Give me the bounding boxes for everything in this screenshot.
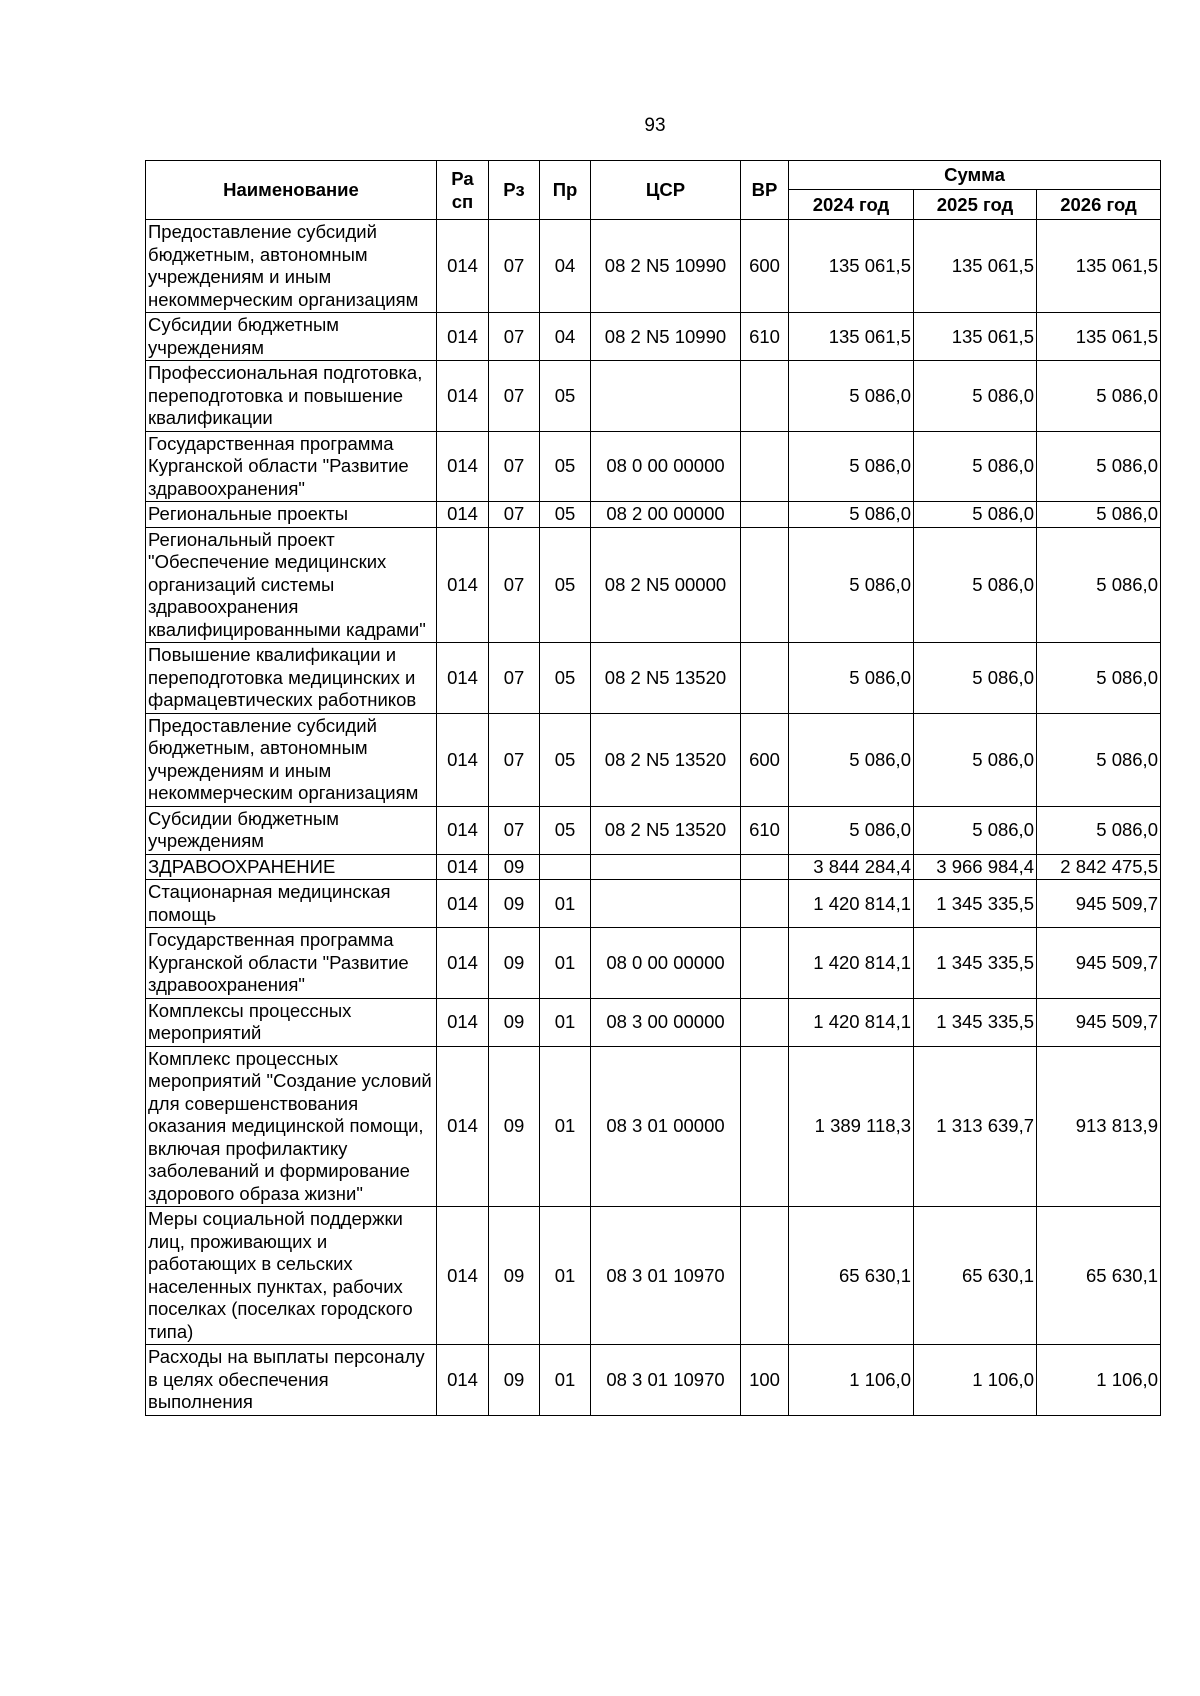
header-sum: Сумма xyxy=(789,161,1161,190)
row-name: Меры социальной поддержки лиц, проживающих и работающих в сельских населенных пунктах, рабочих поселках (поселках городского типа) xyxy=(146,1207,437,1345)
table-row xyxy=(146,854,1161,880)
row-name: Субсидии бюджетным учреждениям xyxy=(146,313,437,361)
table-row xyxy=(146,527,1161,643)
row-name: Субсидии бюджетным учреждениям xyxy=(146,806,437,854)
row-csr: 08 3 01 10970 xyxy=(591,1345,741,1416)
row-sum-2025: 65 630,1 xyxy=(914,1207,1037,1345)
row-name: Комплекс процессных мероприятий "Создание условий для совершенствования оказания медицинской помощи, включая профилактику заболеваний и формирование здорового образа жизни" xyxy=(146,1046,437,1207)
header-year-2025: 2025 год xyxy=(914,190,1037,220)
row-csr: 08 2 N5 10990 xyxy=(591,313,741,361)
row-csr: 08 2 N5 13520 xyxy=(591,713,741,806)
table-row xyxy=(146,431,1161,502)
table-row xyxy=(146,806,1161,854)
row-sum-2024: 1 420 814,1 xyxy=(789,998,914,1046)
row-rasp: 014 xyxy=(437,643,489,714)
row-sum-2024: 5 086,0 xyxy=(789,431,914,502)
row-vr: 600 xyxy=(741,713,789,806)
row-rasp: 014 xyxy=(437,1345,489,1416)
row-pr: 04 xyxy=(540,313,591,361)
row-rz: 09 xyxy=(489,1345,540,1416)
row-csr: 08 2 N5 00000 xyxy=(591,527,741,643)
row-name: Предоставление субсидий бюджетным, автономным учреждениям и иным некоммерческим организациям xyxy=(146,220,437,313)
row-name: Стационарная медицинская помощь xyxy=(146,880,437,928)
row-sum-2024: 5 086,0 xyxy=(789,502,914,528)
row-rasp: 014 xyxy=(437,527,489,643)
row-sum-2025: 5 086,0 xyxy=(914,361,1037,432)
row-sum-2024: 1 420 814,1 xyxy=(789,928,914,999)
row-rasp: 014 xyxy=(437,928,489,999)
header-pr: Пр xyxy=(540,161,591,220)
row-name: Государственная программа Курганской области "Развитие здравоохранения" xyxy=(146,431,437,502)
row-sum-2025: 5 086,0 xyxy=(914,806,1037,854)
row-rasp: 014 xyxy=(437,361,489,432)
table-row xyxy=(146,220,1161,313)
row-pr: 05 xyxy=(540,643,591,714)
header-vr: ВР xyxy=(741,161,789,220)
row-pr: 01 xyxy=(540,1345,591,1416)
row-sum-2026: 5 086,0 xyxy=(1037,806,1161,854)
row-vr: 610 xyxy=(741,806,789,854)
row-sum-2025: 5 086,0 xyxy=(914,527,1037,643)
row-pr: 01 xyxy=(540,998,591,1046)
row-pr: 05 xyxy=(540,713,591,806)
row-rz: 07 xyxy=(489,361,540,432)
row-vr xyxy=(741,928,789,999)
row-sum-2025: 1 345 335,5 xyxy=(914,928,1037,999)
row-name: Профессиональная подготовка, переподготовка и повышение квалификации xyxy=(146,361,437,432)
row-sum-2025: 135 061,5 xyxy=(914,313,1037,361)
row-vr xyxy=(741,431,789,502)
row-vr xyxy=(741,502,789,528)
row-sum-2026: 945 509,7 xyxy=(1037,880,1161,928)
row-sum-2024: 135 061,5 xyxy=(789,313,914,361)
table-row xyxy=(146,880,1161,928)
row-pr: 01 xyxy=(540,928,591,999)
row-sum-2026: 65 630,1 xyxy=(1037,1207,1161,1345)
row-rasp: 014 xyxy=(437,854,489,880)
row-vr xyxy=(741,643,789,714)
row-sum-2024: 1 420 814,1 xyxy=(789,880,914,928)
row-name: Региональные проекты xyxy=(146,502,437,528)
row-sum-2026: 5 086,0 xyxy=(1037,643,1161,714)
row-pr xyxy=(540,854,591,880)
row-name: Повышение квалификации и переподготовка медицинских и фармацевтических работников xyxy=(146,643,437,714)
row-rz: 07 xyxy=(489,502,540,528)
row-pr: 05 xyxy=(540,361,591,432)
row-name: Предоставление субсидий бюджетным, автономным учреждениям и иным некоммерческим организациям xyxy=(146,713,437,806)
row-rz: 09 xyxy=(489,1207,540,1345)
row-vr xyxy=(741,998,789,1046)
row-vr: 600 xyxy=(741,220,789,313)
row-rasp: 014 xyxy=(437,998,489,1046)
row-pr: 05 xyxy=(540,502,591,528)
row-sum-2024: 1 389 118,3 xyxy=(789,1046,914,1207)
table-row xyxy=(146,502,1161,528)
row-sum-2024: 1 106,0 xyxy=(789,1345,914,1416)
row-csr: 08 3 01 00000 xyxy=(591,1046,741,1207)
row-name: Государственная программа Курганской области "Развитие здравоохранения" xyxy=(146,928,437,999)
row-csr: 08 2 N5 10990 xyxy=(591,220,741,313)
header-year-2026: 2026 год xyxy=(1037,190,1161,220)
table-row xyxy=(146,313,1161,361)
table-row xyxy=(146,998,1161,1046)
row-sum-2024: 5 086,0 xyxy=(789,713,914,806)
row-sum-2026: 135 061,5 xyxy=(1037,313,1161,361)
row-rz: 07 xyxy=(489,431,540,502)
row-pr: 01 xyxy=(540,880,591,928)
row-sum-2024: 5 086,0 xyxy=(789,361,914,432)
row-pr: 05 xyxy=(540,806,591,854)
table-row xyxy=(146,928,1161,999)
row-name: Региональный проект "Обеспечение медицинских организаций системы здравоохранения квалифицированными кадрами" xyxy=(146,527,437,643)
table-row xyxy=(146,1345,1161,1416)
row-rasp: 014 xyxy=(437,1046,489,1207)
row-rz: 07 xyxy=(489,806,540,854)
row-sum-2024: 65 630,1 xyxy=(789,1207,914,1345)
row-sum-2025: 5 086,0 xyxy=(914,643,1037,714)
row-rz: 07 xyxy=(489,313,540,361)
table-row xyxy=(146,713,1161,806)
row-csr: 08 2 N5 13520 xyxy=(591,806,741,854)
row-sum-2026: 913 813,9 xyxy=(1037,1046,1161,1207)
row-pr: 01 xyxy=(540,1046,591,1207)
row-name: Комплексы процессных мероприятий xyxy=(146,998,437,1046)
row-vr: 610 xyxy=(741,313,789,361)
row-rasp: 014 xyxy=(437,431,489,502)
row-vr xyxy=(741,854,789,880)
row-csr: 08 2 00 00000 xyxy=(591,502,741,528)
row-csr xyxy=(591,361,741,432)
row-rz: 09 xyxy=(489,854,540,880)
row-csr: 08 3 01 10970 xyxy=(591,1207,741,1345)
header-name: Наименование xyxy=(146,161,437,220)
row-sum-2024: 5 086,0 xyxy=(789,643,914,714)
row-vr xyxy=(741,880,789,928)
table-row xyxy=(146,1046,1161,1207)
row-pr: 05 xyxy=(540,431,591,502)
row-csr: 08 0 00 00000 xyxy=(591,431,741,502)
row-rasp: 014 xyxy=(437,806,489,854)
row-sum-2025: 3 966 984,4 xyxy=(914,854,1037,880)
row-rz: 09 xyxy=(489,998,540,1046)
row-sum-2025: 5 086,0 xyxy=(914,502,1037,528)
row-rz: 09 xyxy=(489,928,540,999)
page-number: 93 xyxy=(644,115,666,136)
table-row xyxy=(146,361,1161,432)
header-rz: Рз xyxy=(489,161,540,220)
row-sum-2026: 5 086,0 xyxy=(1037,361,1161,432)
row-csr: 08 0 00 00000 xyxy=(591,928,741,999)
row-sum-2026: 5 086,0 xyxy=(1037,527,1161,643)
row-sum-2026: 2 842 475,5 xyxy=(1037,854,1161,880)
row-pr: 04 xyxy=(540,220,591,313)
row-sum-2025: 135 061,5 xyxy=(914,220,1037,313)
row-rasp: 014 xyxy=(437,220,489,313)
row-sum-2026: 135 061,5 xyxy=(1037,220,1161,313)
row-rz: 07 xyxy=(489,643,540,714)
row-rz: 09 xyxy=(489,880,540,928)
header-rasp: Ра сп xyxy=(437,161,489,220)
row-csr xyxy=(591,880,741,928)
table-row xyxy=(146,643,1161,714)
row-rasp: 014 xyxy=(437,713,489,806)
row-rz: 09 xyxy=(489,1046,540,1207)
row-csr: 08 2 N5 13520 xyxy=(591,643,741,714)
row-rz: 07 xyxy=(489,713,540,806)
row-rasp: 014 xyxy=(437,1207,489,1345)
row-pr: 05 xyxy=(540,527,591,643)
row-rasp: 014 xyxy=(437,502,489,528)
row-vr xyxy=(741,527,789,643)
row-sum-2024: 3 844 284,4 xyxy=(789,854,914,880)
row-vr xyxy=(741,1046,789,1207)
row-sum-2024: 5 086,0 xyxy=(789,527,914,643)
row-pr: 01 xyxy=(540,1207,591,1345)
header-year-2024: 2024 год xyxy=(789,190,914,220)
row-sum-2026: 945 509,7 xyxy=(1037,998,1161,1046)
row-sum-2024: 5 086,0 xyxy=(789,806,914,854)
row-name: Расходы на выплаты персоналу в целях обеспечения выполнения xyxy=(146,1345,437,1416)
row-sum-2026: 945 509,7 xyxy=(1037,928,1161,999)
row-sum-2026: 5 086,0 xyxy=(1037,713,1161,806)
row-sum-2025: 5 086,0 xyxy=(914,713,1037,806)
row-sum-2025: 5 086,0 xyxy=(914,431,1037,502)
row-name: ЗДРАВООХРАНЕНИЕ xyxy=(146,854,437,880)
row-vr xyxy=(741,361,789,432)
row-vr: 100 xyxy=(741,1345,789,1416)
header-row xyxy=(146,161,1161,190)
budget-table xyxy=(145,160,1161,1416)
row-sum-2024: 135 061,5 xyxy=(789,220,914,313)
row-vr xyxy=(741,1207,789,1345)
row-rasp: 014 xyxy=(437,880,489,928)
row-sum-2026: 5 086,0 xyxy=(1037,502,1161,528)
header-csr: ЦСР xyxy=(591,161,741,220)
row-sum-2026: 5 086,0 xyxy=(1037,431,1161,502)
row-rz: 07 xyxy=(489,527,540,643)
table-row xyxy=(146,1207,1161,1345)
row-rasp: 014 xyxy=(437,313,489,361)
row-rz: 07 xyxy=(489,220,540,313)
row-sum-2025: 1 313 639,7 xyxy=(914,1046,1037,1207)
row-sum-2026: 1 106,0 xyxy=(1037,1345,1161,1416)
row-sum-2025: 1 345 335,5 xyxy=(914,880,1037,928)
row-sum-2025: 1 106,0 xyxy=(914,1345,1037,1416)
row-csr: 08 3 00 00000 xyxy=(591,998,741,1046)
row-csr xyxy=(591,854,741,880)
row-sum-2025: 1 345 335,5 xyxy=(914,998,1037,1046)
